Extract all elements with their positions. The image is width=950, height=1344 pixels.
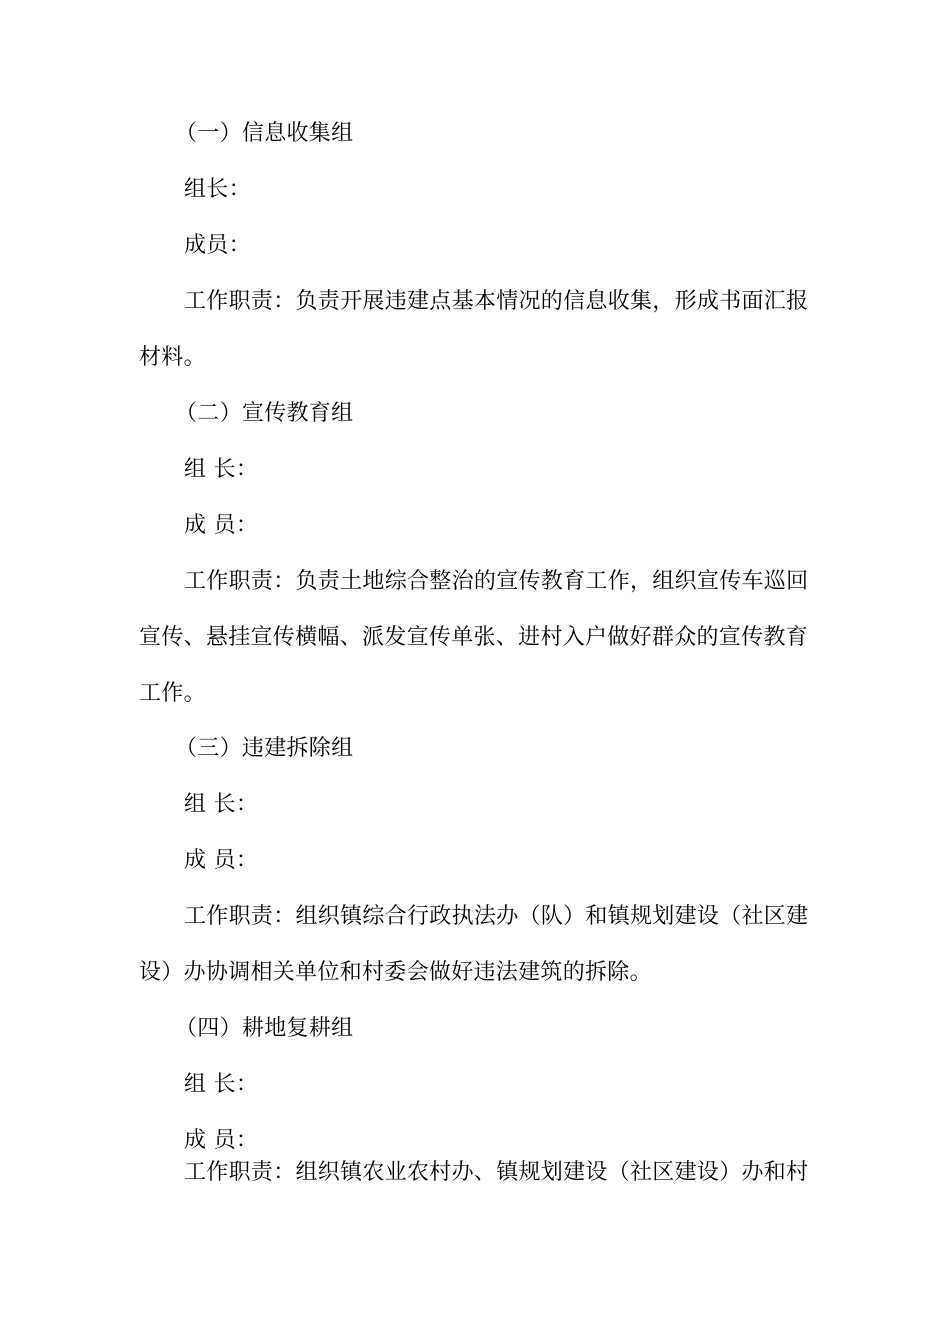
section-heading-3: （三）违建拆除组 xyxy=(175,736,354,761)
section-1-leader: 组长： xyxy=(184,177,251,202)
section-4-duty-line-1: 工作职责：组织镇农业农村办、镇规划建设（社区建设）办和村 xyxy=(184,1160,809,1185)
section-3-duty-line-2: 设）办协调相关单位和村委会做好违法建筑的拆除。 xyxy=(139,960,652,985)
section-3-members: 成 员： xyxy=(184,848,259,873)
section-1-duty-line-2: 材料。 xyxy=(139,345,206,370)
section-2-leader: 组 长： xyxy=(184,457,259,482)
section-4-members: 成 员： xyxy=(184,1128,259,1153)
section-2-members: 成 员： xyxy=(184,513,259,538)
section-heading-1: （一）信息收集组 xyxy=(175,121,354,146)
section-heading-2: （二）宣传教育组 xyxy=(175,401,354,426)
section-1-members: 成员： xyxy=(184,233,251,258)
section-heading-4: （四）耕地复耕组 xyxy=(175,1016,354,1041)
section-2-duty-line-3: 工作。 xyxy=(139,681,206,706)
section-3-leader: 组 长： xyxy=(184,792,259,817)
section-2-duty-line-2: 宣传、悬挂宣传横幅、派发宣传单张、进村入户做好群众的宣传教育 xyxy=(139,625,809,650)
section-1-duty-line-1: 工作职责：负责开展违建点基本情况的信息收集，形成书面汇报 xyxy=(184,289,809,314)
section-2-duty-line-1: 工作职责：负责土地综合整治的宣传教育工作，组织宣传车巡回 xyxy=(184,569,809,594)
section-4-leader: 组 长： xyxy=(184,1072,259,1097)
section-3-duty-line-1: 工作职责：组织镇综合行政执法办（队）和镇规划建设（社区建 xyxy=(184,904,809,929)
